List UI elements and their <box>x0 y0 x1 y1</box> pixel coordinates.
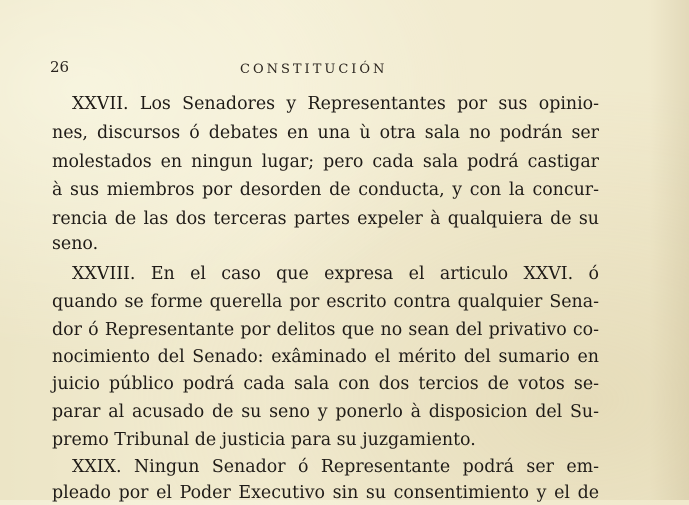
text-line: à sus miembros por desorden de conducta, y con la concur- <box>52 180 599 200</box>
text-line: seno. <box>52 234 99 254</box>
text-line: rencia de las dos terceras partes expeler à qualquiera de su <box>52 209 599 229</box>
text-line: XXVII. Los Senadores y Representantes por sus opinio- <box>72 94 599 114</box>
text-line: XXIX. Ningun Senador ó Representante podrá ser em- <box>72 457 599 477</box>
text-line: dor ó Representante por delitos que no sean del privativo co- <box>52 320 599 340</box>
page-gutter-shadow <box>649 0 689 500</box>
text-line: nes, discursos ó debates en una ù otra sala no podrán ser <box>52 123 599 143</box>
text-line: parar al acusado de su seno y ponerlo à disposicion del Su- <box>52 402 599 422</box>
text-line: molestados en ningun lugar; pero cada sala podrá castigar <box>52 152 599 172</box>
running-header: CONSTITUCIÓN <box>240 62 388 77</box>
text-line: quando se forme querella por escrito contra qualquier Sena- <box>52 292 599 312</box>
text-line: juicio público podrá cada sala con dos tercios de votos se- <box>52 374 599 394</box>
text-line: premo Tribunal de justicia para su juzgamiento. <box>52 430 476 450</box>
page-number: 26 <box>50 58 70 76</box>
text-line: nocimiento del Senado: exâminado el mérito del sumario en <box>52 347 599 367</box>
text-line: pleado por el Poder Executivo sin su consentimiento y el de <box>52 483 599 503</box>
text-line: XXVIII. En el caso que expresa el articulo XXVI. ó <box>72 264 599 284</box>
